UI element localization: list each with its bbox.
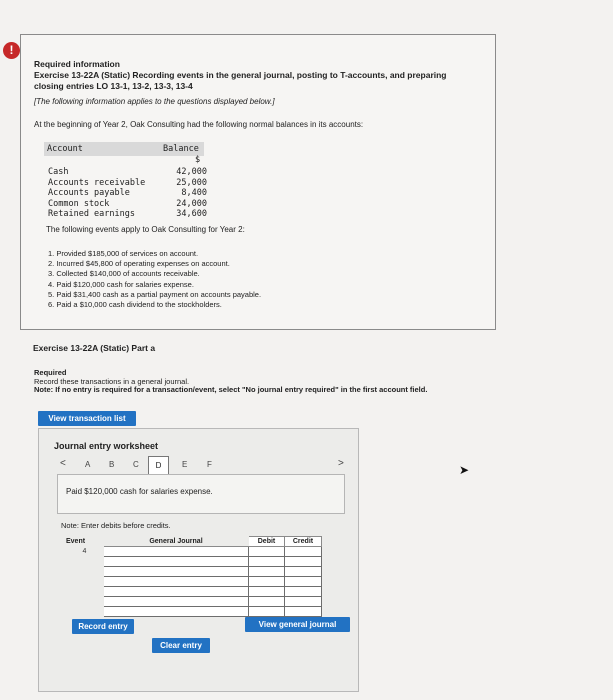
account-input[interactable] [104, 547, 249, 557]
debit-input[interactable] [249, 607, 285, 617]
account-balances [167, 167, 207, 220]
account-name: Accounts receivable [48, 177, 146, 188]
tab-e[interactable]: E [182, 460, 188, 469]
events-list [48, 249, 261, 310]
journal-table [65, 536, 322, 617]
event-item: 2. Incurred $45,800 of operating expenses on account. [48, 259, 230, 269]
credit-input[interactable] [285, 547, 322, 557]
alert-icon: ! [3, 42, 20, 59]
journal-entry-worksheet [38, 428, 359, 692]
balance-column-header: Balance [163, 144, 199, 154]
account-names [48, 167, 145, 220]
view-transaction-list-button[interactable]: View transaction list [38, 411, 136, 426]
worksheet-title: Journal entry worksheet [54, 441, 159, 451]
next-arrow-icon[interactable]: > [338, 458, 344, 469]
tab-c[interactable]: C [133, 460, 139, 469]
required-information-panel [20, 34, 496, 330]
event-item: 6. Paid a $10,000 cash dividend to the stockholders. [48, 300, 222, 310]
account-name: Accounts payable [48, 188, 130, 198]
credit-column-header: Credit [285, 537, 322, 547]
account-input[interactable] [104, 577, 249, 587]
event-column-header: Event [66, 537, 104, 547]
part-title: Exercise 13-22A (Static) Part a [33, 343, 156, 353]
credit-input[interactable] [285, 567, 322, 577]
events-intro: The following events apply to Oak Consulting for Year 2: [46, 225, 245, 234]
required-text: Record these transactions in a general journal. [34, 377, 190, 386]
debit-input[interactable] [249, 557, 285, 567]
account-column-header: Account [47, 144, 83, 154]
clear-entry-button[interactable]: Clear entry [152, 638, 210, 653]
no-entry-note: Note: If no entry is required for a transaction/event, select "No journal entry required" in the first account field. [34, 385, 428, 394]
account-balance: 34,600 [176, 209, 207, 219]
mouse-cursor-icon: ➤ [459, 463, 470, 477]
tab-b[interactable]: B [109, 460, 115, 469]
required-label: Required [34, 368, 67, 377]
table-row [66, 587, 322, 597]
table-row [66, 547, 322, 557]
exercise-title: Exercise 13-22A (Static) Recording events in the general journal, posting to T-accounts, and preparing closing entries LO 13-1, 13-2, 13-3, 13-4 [34, 70, 447, 91]
debit-column-header: Debit [249, 537, 285, 547]
account-balance: 8,400 [181, 188, 207, 198]
tab-a[interactable]: A [85, 460, 91, 469]
account-input[interactable] [104, 607, 249, 617]
transaction-description: Paid $120,000 cash for salaries expense. [66, 487, 213, 496]
applies-note: [The following information applies to the questions displayed below.] [34, 97, 275, 106]
event-item: 3. Collected $140,000 of accounts receivable. [48, 269, 200, 279]
account-name: Retained earnings [48, 209, 135, 219]
account-balance: 42,000 [176, 167, 207, 177]
event-item: 5. Paid $31,400 cash as a partial payment on accounts payable. [48, 289, 262, 299]
debit-input[interactable] [249, 597, 285, 607]
account-input[interactable] [104, 557, 249, 567]
credit-input[interactable] [285, 587, 322, 597]
tab-f[interactable]: F [207, 460, 212, 469]
event-item: 4. Paid $120,000 cash for salaries expense. [48, 279, 194, 289]
debit-input[interactable] [249, 587, 285, 597]
account-balance: 25,000 [176, 177, 207, 188]
account-name: Common stock [48, 198, 110, 209]
required-info-heading: Required information [34, 59, 120, 69]
event-number: 4 [66, 547, 104, 557]
debit-input[interactable] [249, 547, 285, 557]
credit-input[interactable] [285, 577, 322, 587]
view-general-journal-button[interactable]: View general journal [245, 617, 350, 632]
prev-arrow-icon[interactable]: < [60, 458, 66, 469]
table-row [66, 557, 322, 567]
general-journal-column-header: General Journal [104, 537, 249, 547]
record-entry-button[interactable]: Record entry [72, 619, 134, 634]
credit-input[interactable] [285, 597, 322, 607]
debit-input[interactable] [249, 577, 285, 587]
account-input[interactable] [104, 567, 249, 577]
tab-d-active[interactable]: D [148, 456, 169, 475]
account-input[interactable] [104, 597, 249, 607]
account-name: Cash [48, 167, 69, 177]
account-input[interactable] [104, 587, 249, 597]
balances-intro: At the beginning of Year 2, Oak Consulting had the following normal balances in its accounts: [34, 120, 364, 129]
currency-symbol: $ [195, 155, 201, 165]
debit-input[interactable] [249, 567, 285, 577]
account-balance: 24,000 [176, 198, 207, 209]
credit-input[interactable] [285, 607, 322, 617]
credit-input[interactable] [285, 557, 322, 567]
table-row [66, 567, 322, 577]
table-row [66, 577, 322, 587]
debits-before-credits-note: Note: Enter debits before credits. [61, 521, 171, 530]
table-row [66, 597, 322, 607]
transaction-description-box [57, 474, 345, 514]
event-item: 1. Provided $185,000 of services on account. [48, 249, 199, 258]
table-row [66, 607, 322, 617]
